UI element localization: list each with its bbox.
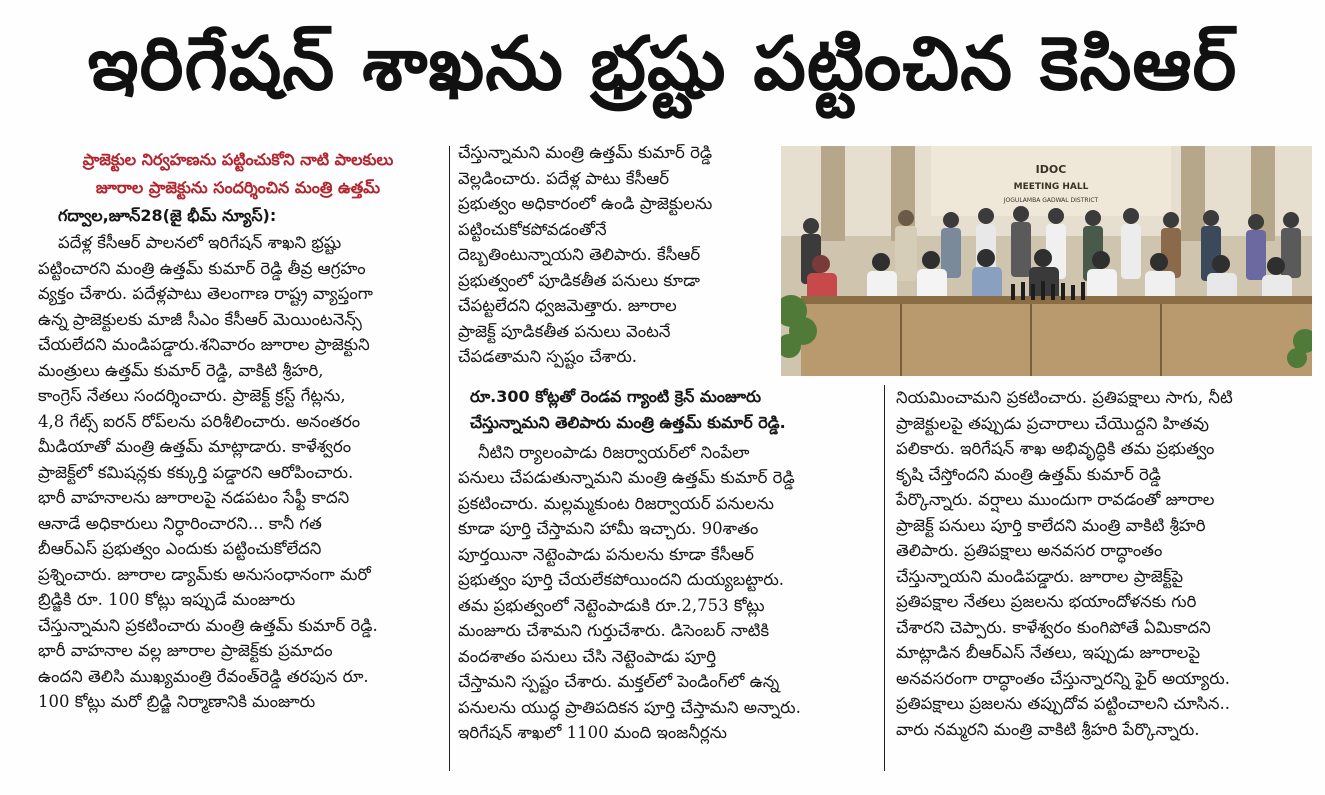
body-line: వెల్లడించారు. పదేళ్ల పాటు కేసీఆర్ [458,168,670,188]
body-line: మీడియాతో మంత్రి ఉత్తమ్ మాట్లాడారు. కాళేశ్వరం [38,437,352,456]
body-line: ప్రాజెక్ట్‌లో కమిషన్లకు కక్కుర్తి పడ్డారని ఆరోపించారు. [38,462,354,482]
body-line: మంత్రులు ఉత్తమ్ కుమార్ రెడ్డి, వాకిటి శ్రీహరి, [38,360,324,380]
body-line: 100 కోట్లు మరో బ్రిడ్జి నిర్మాణానికి మంజూరు [38,692,316,711]
body-line: ఉందని తెలిసి ముఖ్యమంత్రి రేవంత్‌రెడ్డి తరపున రూ. [38,666,369,686]
body-line: భారీ వాహనాల వల్ల జూరాల ప్రాజెక్ట్‌కు ప్రమాదం [38,641,333,660]
deck-line-1: ప్రాజెక్టుల నిర్వహణను పట్టించుకోని నాటి పాలకులు [82,150,394,169]
body-line: ఉన్న ప్రాజెక్టులకు మాజీ సీఎం కేసీఆర్ మెయింటనెన్స్ [38,309,362,329]
sign-line-3: JOGULAMBA GADWAL DISTRICT [1003,197,1099,204]
body-line: ప్రశ్నించారు. జూరాల డ్యామ్‌కు అనుసంధానంగా మరో [38,564,371,584]
subhead-line-1: రూ.300 కోట్లతో రెండవ గ్యాంటి క్రెన్ మంజూరు [470,386,761,406]
body-line: తమ ప్రభుత్వంలో నెట్టెంపాడుకి రూ.2,753 కోట్లు [458,595,765,615]
column-divider-2 [884,385,885,771]
subhead-line-2: చేస్తున్నామని తెలిపారు మంత్రి ఉత్తమ్ కుమార్ రెడ్డి. [470,412,786,432]
body-line: ఇరిగేషన్ శాఖలో 1100 మంది ఇంజనీర్లను [458,723,728,742]
body-line: కాంగ్రెస్ నేతలు సందర్శించారు. ప్రాజెక్ట్ క్రస్ట్ గేట్లను, [38,386,346,405]
column-2-bottom [458,440,868,746]
body-line: పలికారు. ఇరిగేషన్ శాఖ అభివృద్ధికి తమ ప్రభుత్వం [896,439,1215,458]
body-line: ప్రాజెక్టులపై తప్పుడు ప్రచారాలు చేయొద్దని హితవు [896,413,1210,433]
sign-title: IDOC [1035,163,1067,176]
body-line: నియమించామని ప్రకటించారు. ప్రతిపక్షాలు సాగు, నీటి [896,388,1233,407]
body-line: చేపడతామని స్పష్టం చేశారు. [458,347,638,366]
sign-line-2: MEETING HALL [1013,182,1089,192]
body-line: నీటిని ర్యాలంపాడు రిజర్వాయర్‌లో నింపేలా [478,442,750,462]
column-divider-1 [449,146,450,771]
body-line: ప్రాజెక్ట్ పనులు పూర్తి కాలేదని మంత్రి వాకిటి శ్రీహరి [896,515,1206,535]
body-line: మంజూరు చేశామని గుర్తుచేశారు. డిసెంబర్ నాటికి [458,621,770,640]
body-line: భారీ వాహనాలను జూరాలపై నడపటం సేఫ్టీ కాదని [38,488,350,507]
body-line: బ్రిడ్జికి రూ. 100 కోట్లు ఇప్పుడే మంజూరు [38,590,296,609]
body-line: పూర్తయినా నెట్టెంపాడు పనులను కూడా కేసీఆర్ [458,544,754,564]
body-line: వందశాతం పనులు చేసి నెట్టెంపాడు పూర్తి [458,646,717,666]
deck-line-2: జూరాల ప్రాజెక్టును సందర్శించిన మంత్రి ఉత్తమ్ [95,178,381,197]
body-line: కృషి చేస్తోందని మంత్రి ఉత్తమ్ కుమార్ రెడ్డి [896,464,1161,484]
body-line: అనవసరంగా రాద్ధాంతం చేస్తున్నారన్ని ఫైర్ అయ్యారు. [896,668,1230,688]
body-line: వారు నమ్మరని మంత్రి వాకిటి శ్రీహరి పేర్కొన్నారు. [896,719,1200,739]
body-line: ప్రతిపక్షాలు ప్రజలను తప్పుదోవ పట్టించాలని చూసిన.. [896,694,1230,713]
body-line: వ్యక్తం చేశారు. పదేళ్లపాటు తెలంగాణ రాష్ట్ర వ్యాప్తంగా [38,284,373,303]
body-line: ప్రాజెక్ట్ పూడికతీత పనులు వెంటనే [458,321,671,341]
column-1-body [38,230,438,715]
body-line: చేశారని చెప్పారు. కాళేశ్వరం కుంగిపోతే ఏమికాదని [896,617,1211,637]
body-line: కూడా పూర్తి చేస్తామని హామీ ఇచ్చారు. 90శాతం [458,519,759,538]
body-line: చేస్తున్నాయని మండిపడ్డారు. జూరాల ప్రాజెక్ట్‌పై [896,566,1184,586]
body-line: బీఆర్ఎస్ ప్రభుత్వం ఎందుకు పట్టించుకోలేదని [38,539,322,558]
body-line: దెబ్బతింటున్నాయని తెలిపారు. కేసీఆర్ [458,245,701,264]
headline: ఇరిగేషన్ శాఖను భ్రష్టు పట్టించిన కెసిఆర్ [87,21,1238,107]
body-line: ఆనాడే అధికారులు నిర్ధారించారని... కానీ గత [38,513,322,533]
body-line: ప్రకటించారు. మల్లమ్మకుంట రిజర్వాయర్ పనులను [458,493,774,513]
body-line: పనులు చేపడుతున్నామని మంత్రి ఉత్తమ్ కుమార్ రెడ్డి [458,468,795,487]
body-line: పదేళ్ల కేసీఆర్ పాలనలో ఇరిగేషన్ శాఖని భ్రష్టు [58,233,342,252]
body-line: చేస్తున్నామని మంత్రి ఉత్తమ్ కుమార్ రెడ్డి [458,143,713,162]
body-line: చేపట్టలేదని ధ్వజమెత్తారు. జూరాల [458,296,677,315]
body-line: పట్టించుకోకపోవడంతోనే [458,219,607,239]
body-line: ప్రభుత్వం అధికారంలో ఉండి ప్రాజెక్టులను [458,194,713,213]
column-1 [38,146,438,715]
body-line: చేయలేదని మండిపడ్డారు.శనివారం జూరాల ప్రాజెక్టుని [38,335,370,354]
body-line: పట్టించారని మంత్రి ఉత్తమ్ కుమార్ రెడ్డి తీవ్ర ఆగ్రహం [38,258,366,278]
body-line: చేస్తున్నామని ప్రకటించారు మంత్రి ఉత్తమ్ కుమార్ రెడ్డి. [38,615,378,635]
body-line: పనులను యుద్ధ ప్రాతిపదికన పూర్తి చేస్తామని అన్నారు. [458,697,801,717]
body-line: 4,8 గేట్స్ ఐరన్ రోప్‌లను పరిశీలించారు. అనంతరం [38,411,361,431]
body-line: ప్రభుత్వం పూర్తి చేయలేకపోయిందని దుయ్యబట్టారు. [458,570,785,589]
body-line: ప్రభుత్వంలో పూడికతీత పనులు కూడా [458,270,700,290]
press-meet-photo [781,146,1312,376]
body-line: పేర్కొన్నారు. వర్షాలు ముందుగా రావడంతో జూరాల [896,490,1215,509]
column-3 [896,385,1316,742]
body-line: చేస్తామని స్పష్టం చేశారు. మక్తల్‌లో పెండింగ్‌లో ఉన్న [458,672,780,691]
body-line: మాట్లాడిన బీఆర్ఎస్ నేతలు, ఇప్పుడు జూరాలపై [896,643,1201,662]
body-line: తెలిపారు. ప్రతిపక్షాలు అనవసర రాద్ధాంతం [896,541,1163,560]
dateline: గద్వాల,జూన్28(జై భీమ్ న్యూస్): [58,206,277,225]
body-line: ప్రతిపక్షాల నేతలు ప్రజలను భయాందోళనకు గురి [896,592,1197,611]
